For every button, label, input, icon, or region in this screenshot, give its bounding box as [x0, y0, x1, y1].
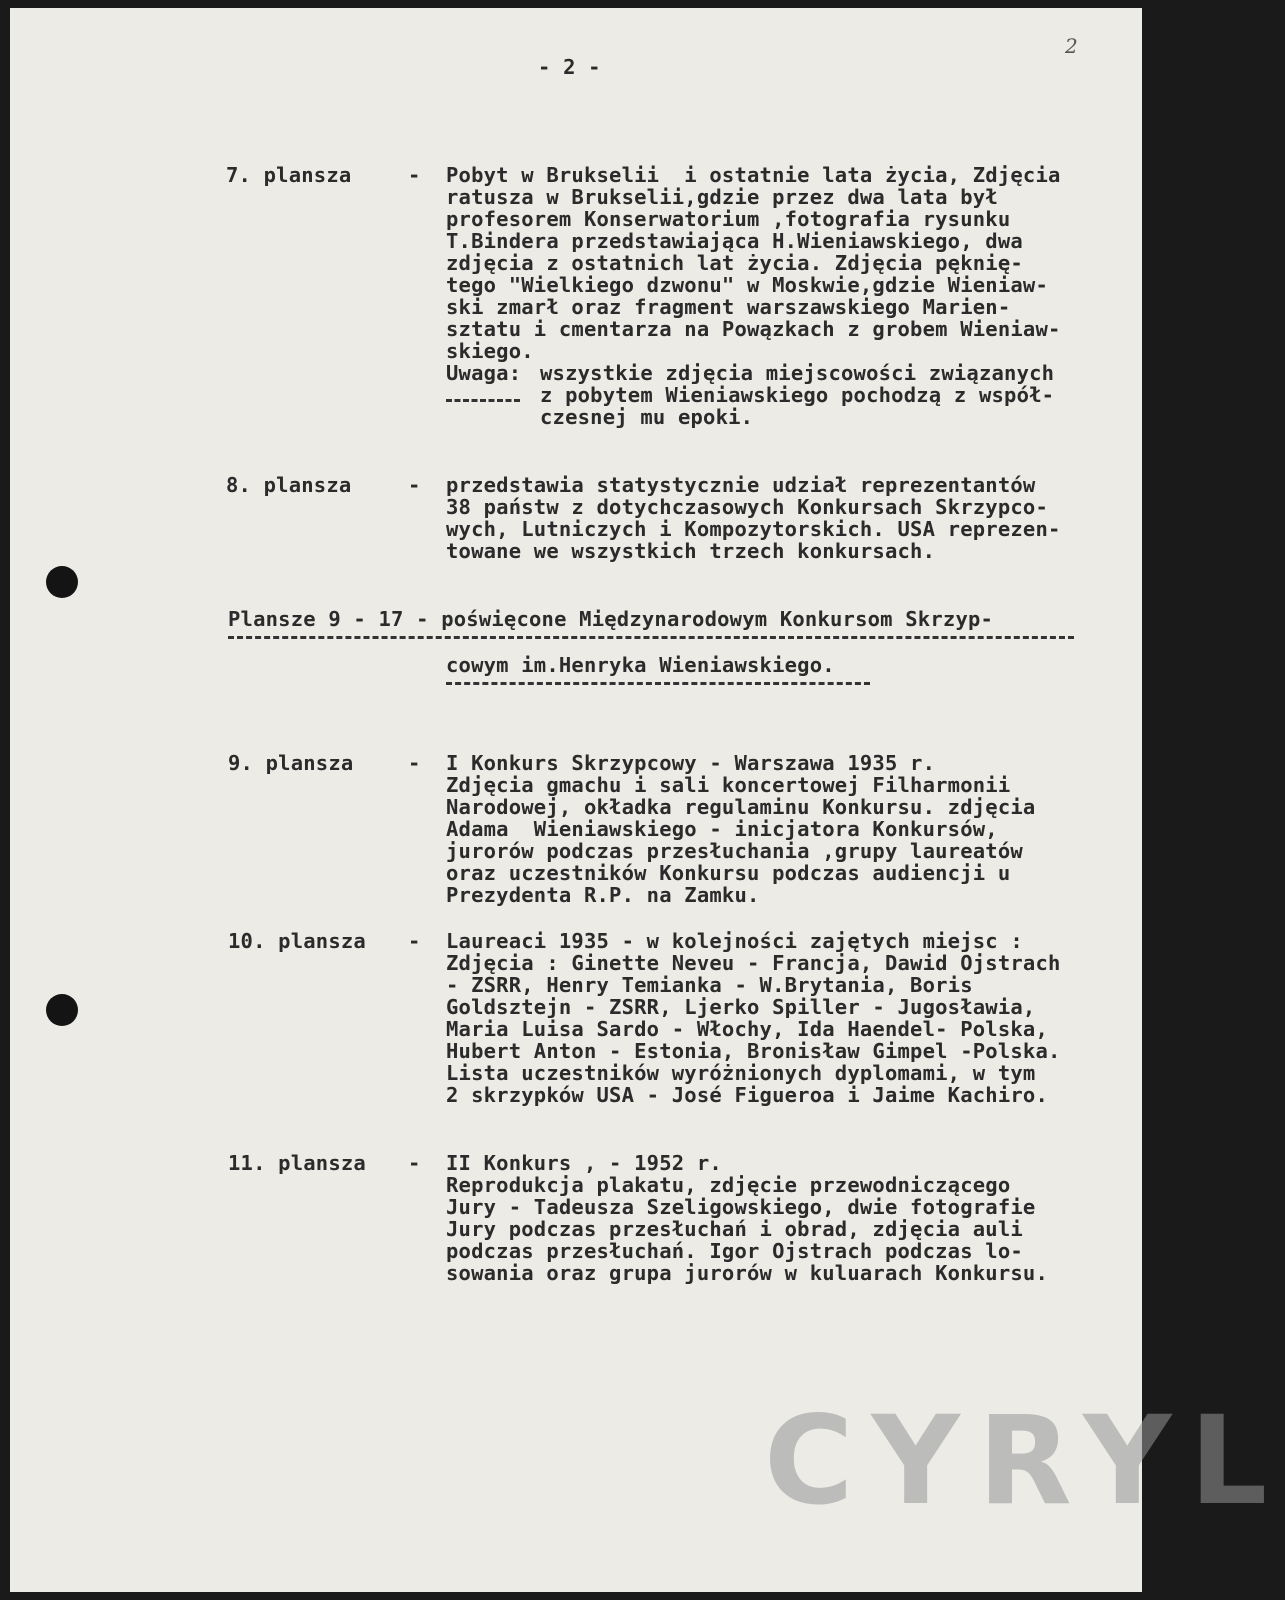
entry-text-10-line-4: Goldsztejn - ZSRR, Ljerko Spiller - Jugosławia, [446, 995, 1036, 1019]
entry-text-7-line-2: ratusza w Brukselii,gdzie przez dwa lata był [446, 185, 998, 209]
entry-dash-8: - [408, 473, 421, 497]
entry-text-11-line-4: Jury podczas przesłuchań i obrad, zdjęcia auli [446, 1217, 1023, 1241]
entry-dash-11: - [408, 1151, 421, 1175]
note-underline [446, 399, 520, 402]
entry-text-9-line-5: jurorów podczas przesłuchania ,grupy laureatów [446, 839, 1023, 863]
section-heading-underline-1 [228, 636, 1074, 639]
entry-dash-10: - [408, 929, 421, 953]
entry-text-7-line-7: ski zmarł oraz fragment warszawskiego Marien- [446, 295, 1011, 319]
entry-label-7: 7. plansza [226, 163, 352, 187]
entry-text-7-line-3: profesorem Konserwatorium ,fotografia rysunku [446, 207, 1011, 231]
entry-dash-9: - [408, 751, 421, 775]
entry-text-8-line-3: wych, Lutniczych i Kompozytorskich. USA reprezen- [446, 517, 1061, 541]
entry-text-11-line-5: podczas przesłuchań. Igor Ojstrach podczas lo- [446, 1239, 1023, 1263]
entry-text-9-line-6: oraz uczestników Konkursu podczas audiencji u [446, 861, 1011, 885]
section-heading-underline-2 [446, 682, 870, 685]
entry-text-9-line-3: Narodowej, okładka regulaminu Konkursu. zdjęcia [446, 795, 1036, 819]
entry-text-11-line-3: Jury - Tadeusza Szeligowskiego, dwie fotografie [446, 1195, 1036, 1219]
entry-label-9: 9. plansza [228, 751, 354, 775]
entry-text-8-line-4: towane we wszystkich trzech konkursach. [446, 539, 936, 563]
entry-text-7-line-5: zdjęcia z ostatnich lat życia. Zdjęcia pęknię- [446, 251, 1023, 275]
entry-text-9-line-7: Prezydenta R.P. na Zamku. [446, 883, 760, 907]
section-heading-line-1: Plansze 9 - 17 - poświęcone Międzynarodowym Konkursom Skrzyp- [228, 607, 994, 631]
entry-text-11-line-1: II Konkurs , - 1952 r. [446, 1151, 722, 1175]
entry-label-11: 11. plansza [228, 1151, 366, 1175]
entry-text-8-line-2: 38 państw z dotychczasowych Konkursach Skrzypco- [446, 495, 1049, 519]
entry-text-7-line-8: sztatu i cmentarza na Powązkach z grobem Wieniaw- [446, 317, 1061, 341]
entry-text-10-line-2: Zdjęcia : Ginette Neveu - Francja, Dawid Ojstrach [446, 951, 1061, 975]
entry-text-7-line-6: tego "Wielkiego dzwonu" w Moskwie,gdzie Wieniaw- [446, 273, 1049, 297]
entry-text-10-line-3: - ZSRR, Henry Temianka - W.Brytania, Boris [446, 973, 973, 997]
entry-note-7-line-3: czesnej mu epoki. [540, 405, 754, 429]
entry-text-10-line-8: 2 skrzypków USA - José Figueroa i Jaime Kachiro. [446, 1083, 1049, 1107]
document-page [10, 8, 1285, 1592]
entry-text-9-line-4: Adama Wieniawskiego - inicjatora Konkursów, [446, 817, 998, 841]
entry-label-8: 8. plansza [226, 473, 352, 497]
entry-text-10-line-7: Lista uczestników wyróżnionych dyplomami, w tym [446, 1061, 1036, 1085]
cyryl-watermark: CYRYL [764, 1390, 1285, 1532]
entry-note-label-7: Uwaga: [446, 361, 522, 385]
entry-text-11-line-2: Reprodukcja plakatu, zdjęcie przewodniczącego [446, 1173, 1011, 1197]
entry-note-7-line-2: z pobytem Wieniawskiego pochodzą z współ- [540, 383, 1055, 407]
entry-text-10-line-1: Laureaci 1935 - w kolejności zajętych miejsc : [446, 929, 1023, 953]
punch-hole-bottom [46, 994, 78, 1026]
entry-text-10-line-5: Maria Luisa Sardo - Włochy, Ida Haendel- Polska, [446, 1017, 1049, 1041]
entry-text-11-line-6: sowania oraz grupa jurorów w kuluarach Konkursu. [446, 1261, 1049, 1285]
page-number: - 2 - [538, 55, 601, 79]
entry-dash-7: - [408, 163, 421, 187]
punch-hole-top [46, 566, 78, 598]
entry-note-7-line-1: wszystkie zdjęcia miejscowości związanych [540, 361, 1055, 385]
entry-label-10: 10. plansza [228, 929, 366, 953]
entry-text-7-line-1: Pobyt w Brukselii i ostatnie lata życia, Zdjęcia [446, 163, 1061, 187]
entry-text-7-line-4: T.Bindera przedstawiająca H.Wieniawskiego, dwa [446, 229, 1023, 253]
entry-text-9-line-1: I Konkurs Skrzypcowy - Warszawa 1935 r. [446, 751, 936, 775]
entry-text-9-line-2: Zdjęcia gmachu i sali koncertowej Filharmonii [446, 773, 1011, 797]
handwritten-page-number: 2 [1065, 34, 1078, 58]
entry-text-10-line-6: Hubert Anton - Estonia, Bronisław Gimpel -Polska. [446, 1039, 1061, 1063]
entry-text-8-line-1: przedstawia statystycznie udział reprezentantów [446, 473, 1036, 497]
section-heading-line-2: cowym im.Henryka Wieniawskiego. [446, 653, 835, 677]
entry-text-7-line-9: skiego. [446, 339, 534, 363]
